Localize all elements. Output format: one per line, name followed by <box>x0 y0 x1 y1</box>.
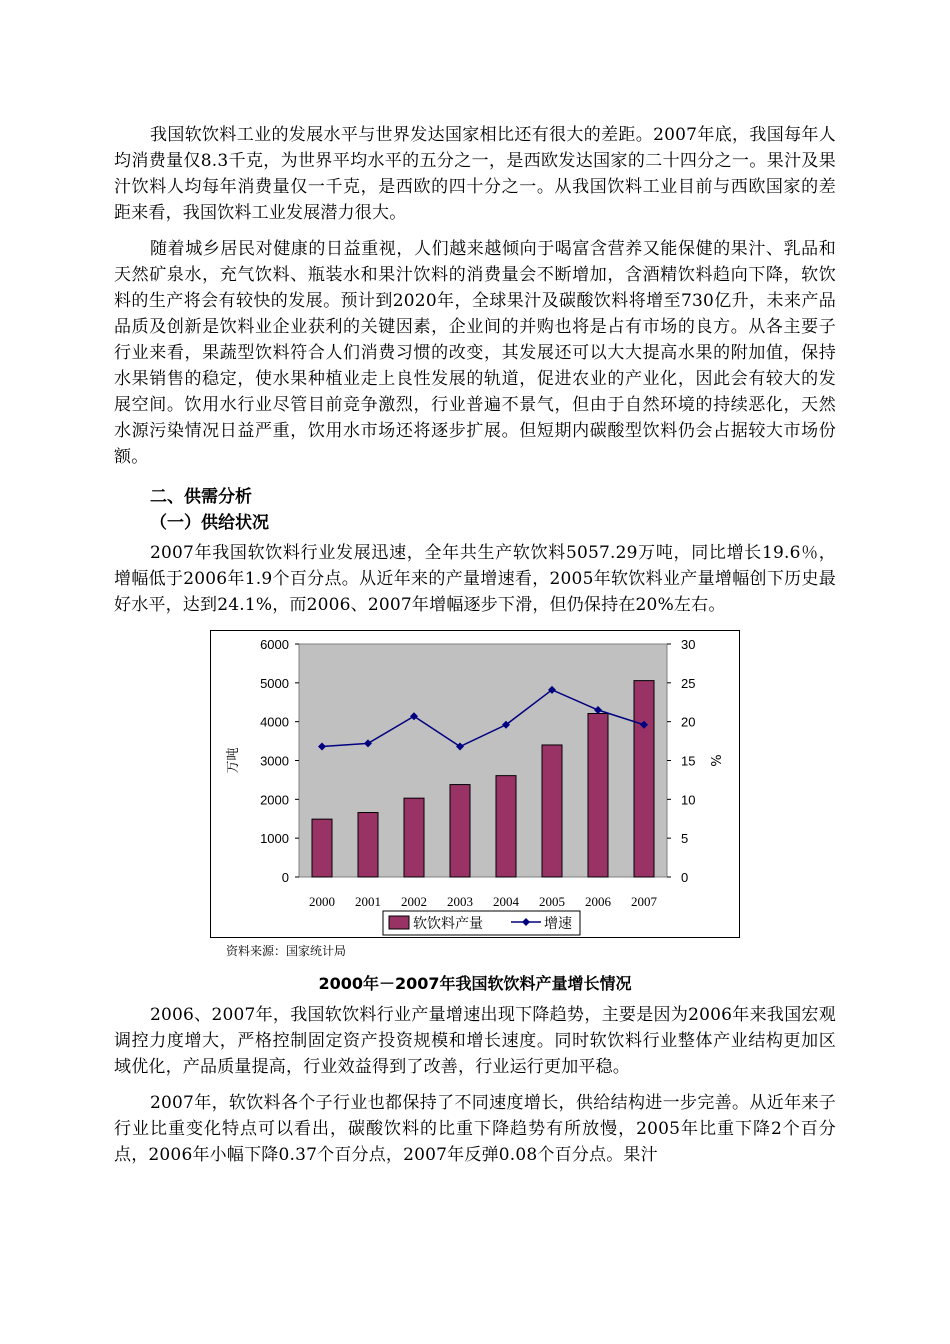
figure-caption: 2000年－2007年我国软饮料产量增长情况 <box>318 974 632 993</box>
y2-tick-label: 20 <box>681 714 696 730</box>
document-page <box>114 122 836 1178</box>
production-chart <box>211 631 739 937</box>
legend-bar-swatch <box>389 916 409 929</box>
x-tick-label: 2000 <box>309 894 335 909</box>
y-tick-label: 0 <box>281 870 289 885</box>
y2-tick-label: 5 <box>681 831 689 847</box>
plot-area <box>299 644 667 877</box>
y2-tick-label: 30 <box>681 637 696 652</box>
paragraph-gap: 我国软饮料工业的发展水平与世界发达国家相比还有很大的差距。2007年底，我国每年人均消费量仅8.3千克，为世界平均水平的五分之一，是西欧发达国家的二十四分之一。果汁及果汁饮料人均每年消费量仅一千克，是西欧的四十分之一。从我国饮料工业目前与西欧国家的差距来看，我国饮料工业发展潜力很大。 <box>114 125 836 223</box>
bar-2002 <box>404 798 424 877</box>
x-tick-label: 2006 <box>585 894 611 909</box>
bar-2007 <box>634 681 654 877</box>
y2-axis-label: % <box>707 754 722 767</box>
y-axis-label: 万吨 <box>226 747 241 774</box>
bar-2004 <box>496 776 516 877</box>
x-tick-label: 2005 <box>539 894 565 909</box>
y2-tick-label: 10 <box>681 792 696 808</box>
y-tick-label: 5000 <box>260 675 289 691</box>
bar-2000 <box>312 819 332 877</box>
y2-tick-label: 25 <box>681 675 696 691</box>
figure <box>210 630 740 959</box>
paragraph-supply: 2007年我国软饮料行业发展迅速，全年共生产软饮料5057.29万吨，同比增长19.6％，增幅低于2006年1.9个百分点。从近年来的产量增速看，2005年软饮料业产量增幅创下历史最好水平，达到24.1%，而2006、2007年增幅逐步下滑，但仍保持在20%左右。 <box>114 543 836 615</box>
x-tick-label: 2002 <box>401 894 427 909</box>
legend-bar-label: 软饮料产量 <box>413 916 483 932</box>
y-tick-label: 4000 <box>260 714 289 730</box>
bar-2001 <box>358 813 378 877</box>
paragraph-slowdown: 2006、2007年，我国软饮料行业产量增速出现下降趋势，主要是因为2006年来我国宏观调控力度增大，严格控制固定资产投资规模和增长速度。同时软饮料行业整体产业结构更加区域优化，产品质量提高，行业效益得到了改善，行业运行更加平稳。 <box>114 1005 836 1077</box>
x-tick-label: 2004 <box>493 894 519 909</box>
paragraph-subsectors: 2007年，软饮料各个子行业也都保持了不同速度增长，供给结构进一步完善。从近年来子行业比重变化特点可以看出，碳酸饮料的比重下降趋势有所放慢，2005年比重下降2个百分点，2006年小幅下降0.37个百分点，2007年反弹0.08个百分点。果汁 <box>114 1093 836 1165</box>
legend-line-label: 增速 <box>544 916 572 932</box>
y-tick-label: 1000 <box>260 831 289 847</box>
y2-tick-label: 0 <box>681 870 689 885</box>
y2-tick-label: 15 <box>681 753 696 769</box>
figure-source: 资料来源：国家统计局 <box>226 944 347 958</box>
y-tick-label: 2000 <box>260 792 289 808</box>
bar-2006 <box>588 714 608 877</box>
chart-frame <box>210 630 740 938</box>
subsection-heading: （一）供给状况 <box>150 513 269 533</box>
bar-2005 <box>542 745 562 877</box>
y-tick-label: 6000 <box>260 637 289 652</box>
x-tick-label: 2007 <box>631 894 657 909</box>
y-tick-label: 3000 <box>260 753 289 769</box>
x-tick-label: 2001 <box>355 894 381 909</box>
paragraph-trend: 随着城乡居民对健康的日益重视，人们越来越倾向于喝富含营养又能保健的果汁、乳品和天然矿泉水，充气饮料、瓶装水和果汁饮料的消费量会不断增加，含酒精饮料趋向下降，软饮料的生产将会有较快的发展。预计到2020年，全球果汁及碳酸饮料将增至730亿升，未来产品品质及创新是饮料业企业获利的关键因素，企业间的并购也将是占有市场的良方。从各主要子行业来看，果蔬型饮料符合人们消费习惯的改变，其发展还可以大大提高水果的附加值，保持水果销售的稳定，使水果种植业走上良性发展的轨道，促进农业的产业化，因此会有较大的发展空间。饮用水行业尽管目前竞争激烈，行业普遍不景气，但由于自然环境的持续恶化，天然水源污染情况日益严重，饮用水市场还将逐步扩展。但短期内碳酸型饮料仍会占据较大市场份额。 <box>114 239 836 467</box>
section-heading: 二、供需分析 <box>150 487 252 507</box>
bar-2003 <box>450 785 470 877</box>
x-tick-label: 2003 <box>447 894 473 909</box>
